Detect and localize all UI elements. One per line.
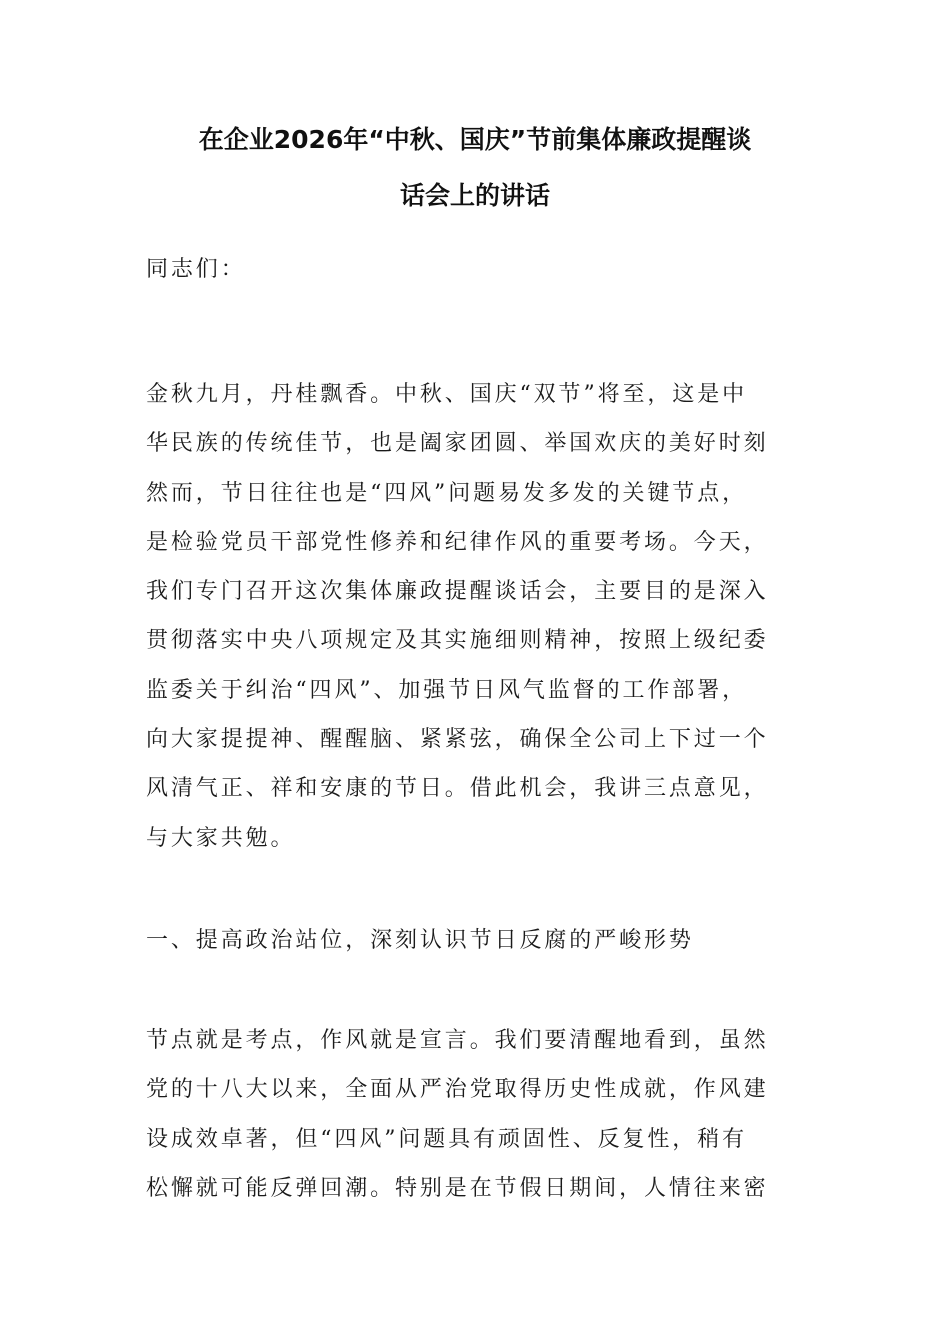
text-line: 向大家提提神、醒醒脑、紧紧弦，确保全公司上下过一个 <box>146 727 769 753</box>
title-line: 在企业2026年“中秋、国庆”节前集体廉政提醒谈 <box>198 125 752 154</box>
title-line: 话会上的讲话 <box>399 181 550 210</box>
paragraph-intro <box>146 370 806 863</box>
text-line: 与大家共勉。 <box>146 825 296 851</box>
text-line: 风清气正、祥和安康的节日。借此机会，我讲三点意见， <box>146 776 769 802</box>
text-line: 设成效卓著，但“四风”问题具有顽固性、反复性，稍有 <box>146 1126 747 1152</box>
salutation <box>146 245 806 294</box>
section-heading-text: 一、提高政治站位，深刻认识节日反腐的严峻形势 <box>146 928 694 953</box>
salutation-text: 同志们： <box>146 257 246 282</box>
text-line: 是检验党员干部党性修养和纪律作风的重要考场。今天， <box>146 529 769 555</box>
document-title <box>140 112 810 224</box>
text-line: 金秋九月，丹桂飘香。中秋、国庆“双节”将至，这是中 <box>146 382 747 407</box>
text-line: 贯彻落实中央八项规定及其实施细则精神，按照上级纪委 <box>146 628 769 654</box>
section-heading <box>146 916 806 965</box>
text-line: 华民族的传统佳节，也是阖家团圆、举国欢庆的美好时刻 <box>146 431 769 457</box>
text-line: 然而，节日往往也是“四风”问题易发多发的关键节点， <box>146 480 747 506</box>
text-line: 监委关于纠治“四风”、加强节日风气监督的工作部署， <box>146 677 747 703</box>
text-line: 松懈就可能反弹回潮。特别是在节假日期间，人情往来密 <box>146 1175 769 1201</box>
text-line: 我们专门召开这次集体廉政提醒谈话会，主要目的是深入 <box>146 579 769 605</box>
text-line: 党的十八大以来，全面从严治党取得历史性成就，作风建 <box>146 1077 769 1103</box>
text-line: 节点就是考点，作风就是宣言。我们要清醒地看到，虽然 <box>146 1028 769 1053</box>
paragraph-section1 <box>146 1016 806 1213</box>
